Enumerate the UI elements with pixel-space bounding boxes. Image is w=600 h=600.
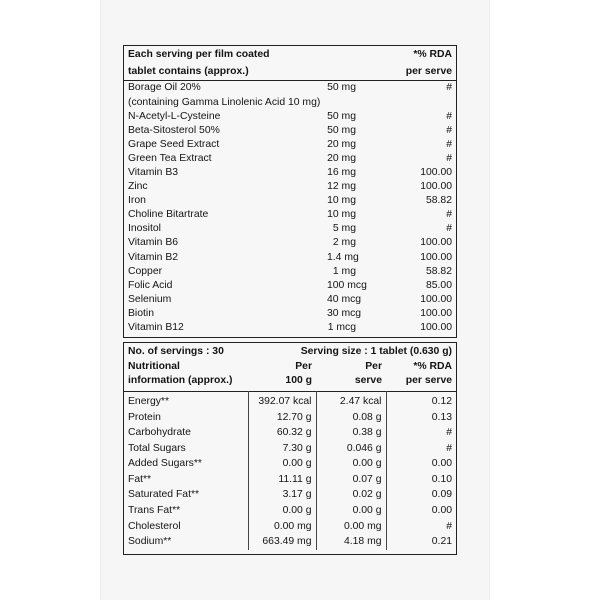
nutrient-row — [124, 534, 456, 550]
nutrient-per-serve: 2.47 kcal — [316, 391, 386, 409]
nutrition-col2-header-2: 100 g — [285, 374, 312, 386]
ingredient-rda: 100.00 — [420, 181, 452, 193]
ingredient-name: Selenium — [128, 293, 172, 305]
nutrient-rda: 0.21 — [386, 534, 456, 550]
nutrient-per-serve: 0.00 g — [316, 503, 386, 519]
nutrient-per-100g: 7.30 g — [248, 441, 316, 457]
ingredient-rda: 100.00 — [420, 251, 452, 263]
ingredient-rda: # — [446, 138, 452, 150]
composition-header-left-2: tablet contains (approx.) — [128, 66, 249, 78]
nutrient-row — [124, 456, 456, 472]
ingredient-amount: 5 mg — [332, 223, 356, 235]
ingredient-rda: # — [446, 152, 452, 164]
nutrient-row — [124, 441, 456, 457]
nutrient-rda: 0.00 — [386, 503, 456, 519]
ingredient-name: Vitamin B12 — [128, 322, 184, 333]
ingredient-name: Iron — [128, 195, 146, 207]
ingredient-amount: 16 mg — [327, 166, 356, 178]
serving-size: Serving size : 1 tablet (0.630 g) — [300, 346, 453, 357]
nutrition-col4-header-2: per serve — [405, 374, 453, 386]
ingredient-name: Vitamin B6 — [128, 237, 179, 249]
nutrient-per-100g: 3.17 g — [248, 487, 316, 503]
ingredient-row — [124, 236, 456, 250]
ingredient-name: N-Acetyl-L-Cysteine — [128, 110, 221, 122]
composition-table — [124, 46, 456, 335]
nutrition-col1-header-1: Nutritional — [128, 360, 180, 372]
nutrient-name: Saturated Fat** — [128, 489, 200, 501]
ingredient-name: Green Tea Extract — [128, 152, 212, 164]
ingredient-name: Vitamin B3 — [128, 166, 179, 178]
ingredient-rda: 100.00 — [420, 322, 452, 333]
ingredient-amount: 1 mg — [332, 265, 356, 277]
nutrient-name: Cholesterol — [128, 520, 181, 532]
ingredient-rda: 58.82 — [425, 265, 452, 277]
ingredient-row — [124, 81, 456, 96]
ingredient-name: Copper — [128, 265, 163, 277]
ingredient-row — [124, 166, 456, 180]
ingredient-row — [124, 138, 456, 152]
nutrient-per-serve: 0.00 mg — [316, 519, 386, 535]
ingredient-note-row — [124, 96, 456, 110]
supplement-label — [100, 0, 490, 600]
nutrient-row — [124, 472, 456, 488]
servings-count: No. of servings : 30 — [128, 346, 224, 357]
ingredient-row — [124, 208, 456, 222]
ingredient-amount: 1 mcg — [327, 322, 356, 333]
ingredient-amount: 2 mg — [332, 237, 356, 249]
ingredient-name: Zinc — [128, 181, 148, 193]
ingredient-row — [124, 110, 456, 124]
ingredient-amount: 12 mg — [327, 181, 356, 193]
nutrient-rda: 0.12 — [386, 391, 456, 409]
ingredient-row — [124, 293, 456, 307]
ingredient-row — [124, 194, 456, 208]
nutrient-per-100g: 0.00 mg — [248, 519, 316, 535]
nutrition-col1-header-2: information (approx.) — [128, 374, 233, 386]
ingredient-amount: 20 mg — [327, 138, 356, 150]
nutrient-per-serve: 0.02 g — [316, 487, 386, 503]
nutrient-per-100g: 392.07 kcal — [248, 391, 316, 409]
ingredient-amount: 20 mg — [327, 152, 356, 164]
ingredient-amount: 1.4 mg — [327, 251, 359, 263]
composition-header-left-1: Each serving per film coated — [128, 49, 270, 60]
ingredient-name: Beta-Sitosterol 50% — [128, 124, 220, 136]
nutrient-rda: # — [386, 519, 456, 535]
nutrient-rda: # — [386, 425, 456, 441]
ingredient-name: Biotin — [128, 307, 154, 319]
nutrition-col3-header-2: serve — [354, 374, 382, 386]
ingredient-row — [124, 321, 456, 335]
nutrient-per-100g: 0.00 g — [248, 503, 316, 519]
nutrient-per-100g: 663.49 mg — [248, 534, 316, 550]
nutrient-per-serve: 0.08 g — [316, 410, 386, 426]
nutrition-header-row — [124, 374, 456, 392]
nutrient-rda: # — [386, 441, 456, 457]
ingredient-row — [124, 180, 456, 194]
nutrition-table — [124, 343, 456, 550]
ingredient-amount: 10 mg — [327, 209, 356, 221]
nutrient-per-serve: 0.38 g — [316, 425, 386, 441]
ingredient-amount: 50 mg — [327, 110, 356, 122]
ingredient-rda: # — [446, 82, 452, 94]
ingredient-row — [124, 251, 456, 265]
nutrient-row — [124, 519, 456, 535]
ingredient-rda: 85.00 — [425, 279, 452, 291]
nutrient-name: Trans Fat** — [128, 505, 181, 517]
nutrient-rda: 0.13 — [386, 410, 456, 426]
nutrient-row — [124, 503, 456, 519]
ingredient-rda: 100.00 — [420, 166, 452, 178]
nutrient-name: Fat** — [128, 473, 152, 485]
nutrient-row — [124, 487, 456, 503]
nutrient-name: Carbohydrate — [128, 427, 191, 439]
ingredient-rda — [360, 96, 456, 110]
nutrient-name: Total Sugars — [128, 442, 186, 454]
nutrition-col3-header-1: Per — [365, 360, 382, 372]
nutrient-row — [124, 410, 456, 426]
ingredient-amount: 50 mg — [327, 124, 356, 136]
ingredient-amount: 30 mcg — [327, 307, 362, 319]
ingredient-row — [124, 124, 456, 138]
composition-header-row — [124, 46, 456, 63]
ingredient-name: Inositol — [128, 223, 161, 235]
ingredient-amount: 40 mcg — [327, 293, 362, 305]
nutrient-per-serve: 0.00 g — [316, 456, 386, 472]
nutrition-header-row — [124, 360, 456, 374]
ingredient-amount: 10 mg — [327, 195, 356, 207]
composition-header-right-2: per serve — [405, 66, 452, 78]
nutrition-col4-header-1: *% RDA — [413, 360, 453, 372]
nutrient-row — [124, 425, 456, 441]
nutrient-rda: 0.00 — [386, 456, 456, 472]
nutrient-per-100g: 60.32 g — [248, 425, 316, 441]
nutrient-per-serve: 0.046 g — [316, 441, 386, 457]
ingredient-row — [124, 279, 456, 293]
ingredient-row — [124, 307, 456, 321]
ingredient-rda: 100.00 — [420, 307, 452, 319]
ingredient-row — [124, 152, 456, 166]
nutrient-per-100g: 0.00 g — [248, 456, 316, 472]
ingredient-name: Folic Acid — [128, 279, 173, 291]
ingredient-name: Vitamin B2 — [128, 251, 179, 263]
ingredient-rda: 58.82 — [425, 195, 452, 207]
composition-header-right-1: *% RDA — [413, 49, 452, 60]
ingredient-rda: 100.00 — [420, 293, 452, 305]
nutrient-per-serve: 0.07 g — [316, 472, 386, 488]
ingredient-rda: # — [446, 124, 452, 136]
nutrient-per-serve: 4.18 mg — [316, 534, 386, 550]
nutrition-col2-header-1: Per — [295, 360, 312, 372]
serving-composition-table — [123, 45, 457, 338]
ingredient-rda: # — [446, 110, 452, 122]
composition-header-row — [124, 63, 456, 81]
nutrient-name: Added Sugars** — [128, 458, 202, 470]
ingredient-name: Grape Seed Extract — [128, 138, 220, 150]
ingredient-rda: # — [446, 209, 452, 221]
nutrient-name: Sodium** — [128, 536, 172, 548]
nutrient-name: Energy** — [128, 395, 170, 407]
ingredient-amount: 100 mcg — [327, 279, 367, 291]
ingredient-name: Borage Oil 20% — [128, 82, 201, 94]
ingredient-rda: 100.00 — [420, 237, 452, 249]
nutrient-per-100g: 11.11 g — [248, 472, 316, 488]
ingredient-note: (containing Gamma Linolenic Acid 10 mg) — [128, 96, 321, 108]
nutrient-row — [124, 391, 456, 409]
ingredient-name: Choline Bitartrate — [128, 209, 209, 221]
ingredient-amount: 50 mg — [327, 82, 356, 94]
ingredient-row — [124, 222, 456, 236]
ingredient-rda: # — [446, 223, 452, 235]
nutrient-name: Protein — [128, 411, 161, 423]
ingredient-row — [124, 265, 456, 279]
nutrient-rda: 0.09 — [386, 487, 456, 503]
nutrition-servings-row — [124, 343, 456, 360]
nutrition-information-table — [123, 342, 457, 555]
nutrient-per-100g: 12.70 g — [248, 410, 316, 426]
nutrient-rda: 0.10 — [386, 472, 456, 488]
